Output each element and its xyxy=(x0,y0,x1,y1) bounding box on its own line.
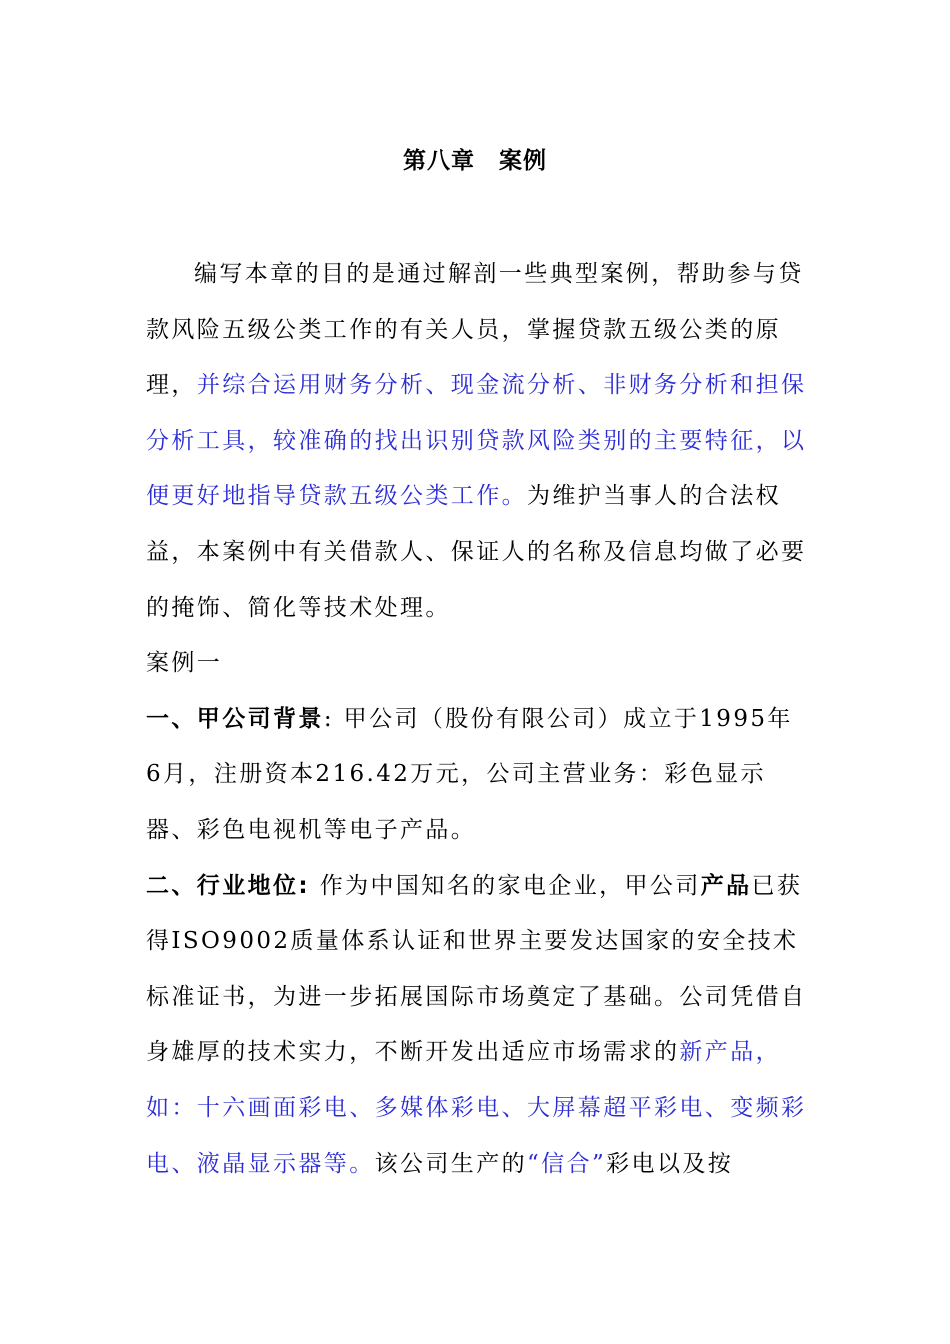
intro-paragraph xyxy=(146,247,808,636)
section-industry-text-2: 已获得ISO9002质量体系认证和世界主要发达国家的安全技术标准证书，为进一步拓展国际市场奠定了基础。公司凭借自身雄厚的技术实力，不断开发出适应市场需求的 xyxy=(146,872,807,1066)
section-background-text: : 甲公司（股份有限公司）成立于1995年6月，注册资本216.42万元，公司主营业务：彩色显示器、彩色电视机等电子产品。 xyxy=(146,705,793,843)
intro-text-a: 编写本章的目的是通过解剖一些典型案例，帮助参与贷款风险五级公类工作的有关人员，掌握贷款五级公类的原理， xyxy=(146,261,804,399)
section-industry-text-1: 作为中国知名的家电企业，甲公司 xyxy=(310,872,701,899)
section-industry-highlight-1: 新产品，如：十六画面彩电、多媒体彩电、大屏幕超平彩电、变频彩电、液晶显示器等。 xyxy=(146,1039,807,1177)
intro-text-highlight: 并综合运用财务分析、现金流分析、非财务分析和担保分析工具，较准确的找出识别贷款风险类别的主要特征，以便更好地指导贷款五级公类工作。 xyxy=(146,372,807,510)
section-industry-product: 产品 xyxy=(700,872,752,899)
section-industry-text-3: 该公司生产的 xyxy=(374,1150,528,1177)
document-body xyxy=(146,247,808,1192)
case-heading: 案例一 xyxy=(146,650,223,677)
section-industry-heading: 二、行业地位: xyxy=(146,872,310,899)
section-industry xyxy=(146,859,808,1193)
section-industry-highlight-2: “信合” xyxy=(527,1150,607,1177)
section-industry-text-4: 彩电以及按 xyxy=(606,1150,734,1177)
chapter-title: 第八章 案例 xyxy=(403,148,547,174)
intro-text-c: 为维护当事人的合法权益，本案例中有关借款人、保证人的名称及信息均做了必要的掩饰、简化等技术处理。 xyxy=(146,483,807,621)
section-background-heading: 一、甲公司背景 xyxy=(146,705,324,732)
section-background xyxy=(146,692,808,859)
